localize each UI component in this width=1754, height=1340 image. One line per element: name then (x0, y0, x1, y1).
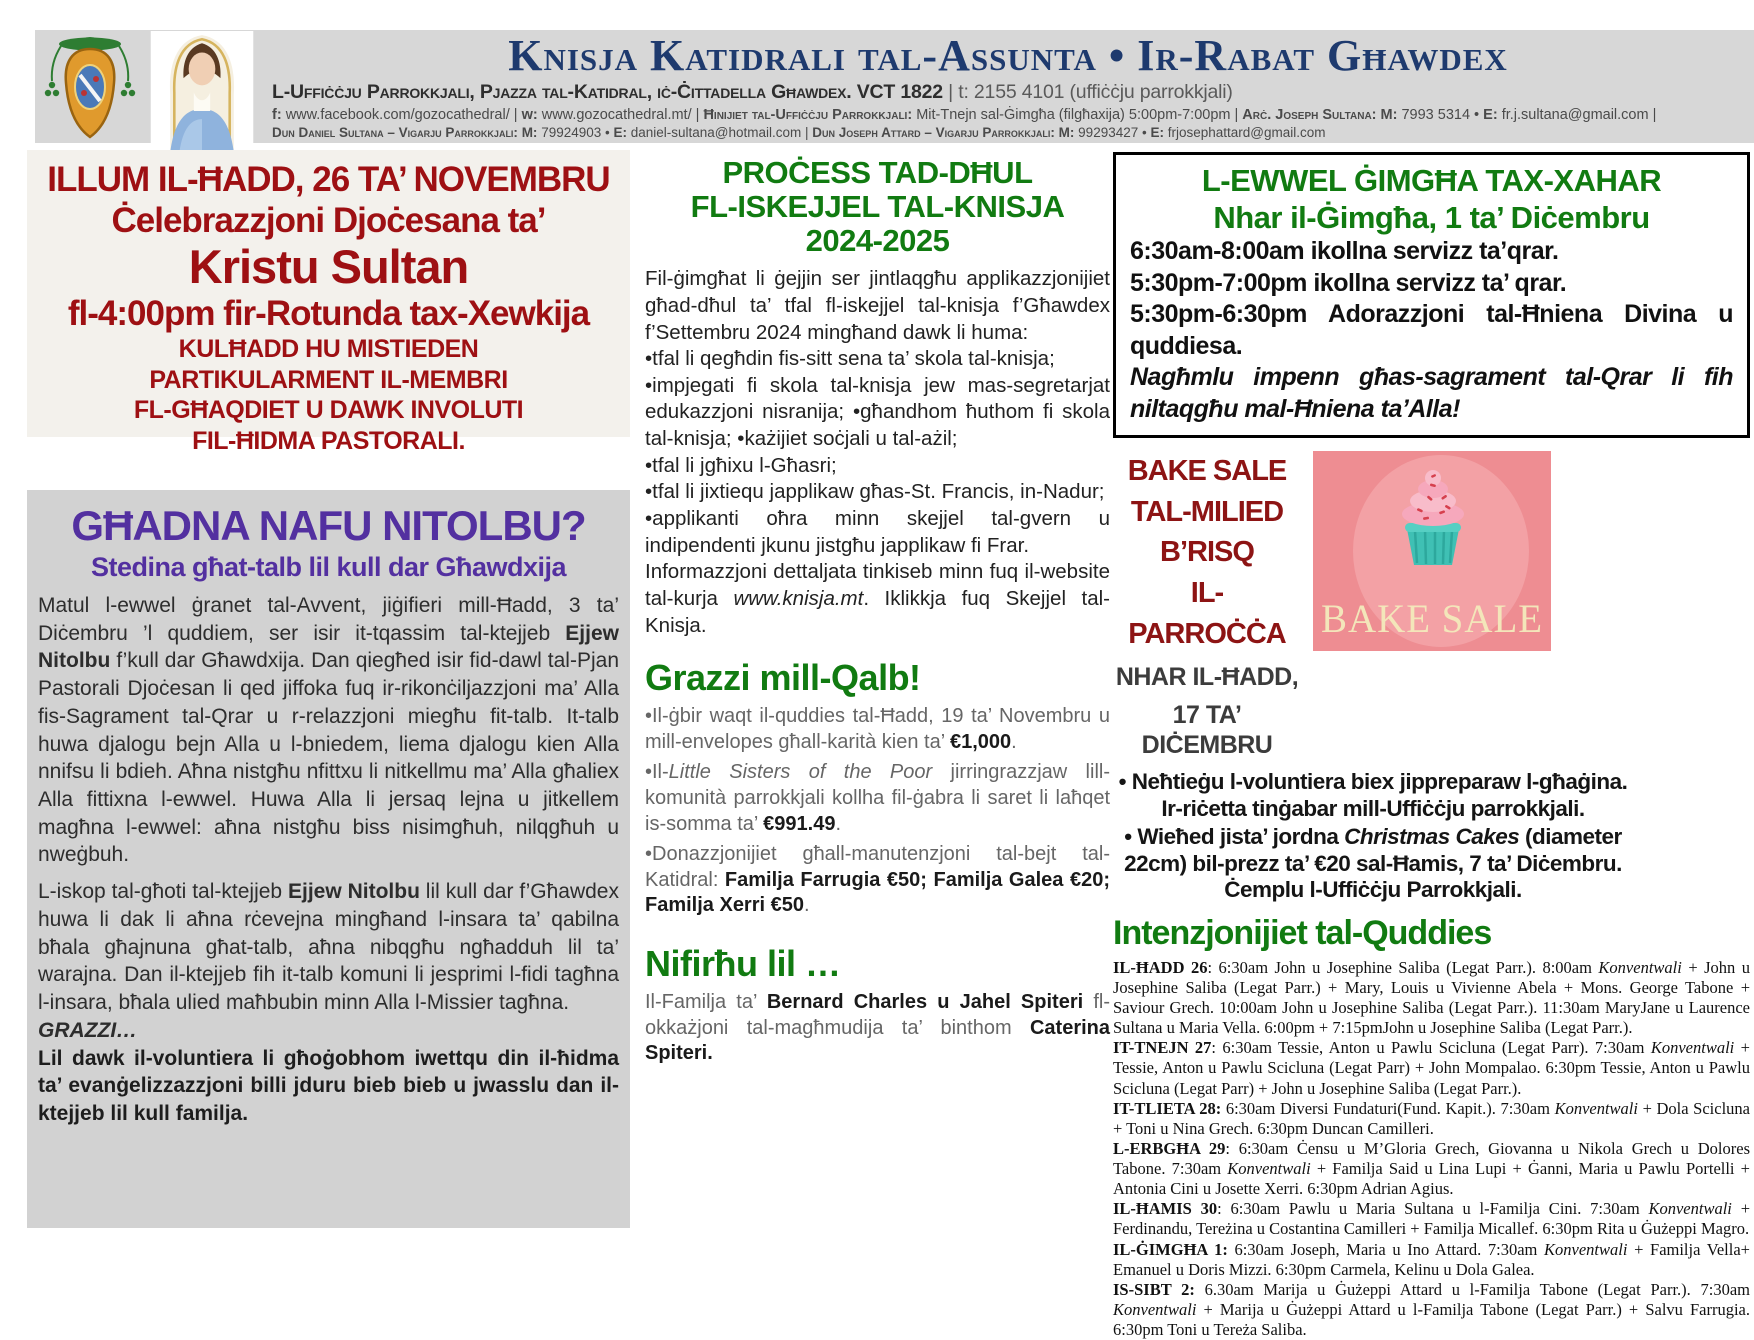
bake-sale-date-line-1: NHAR IL-ĦADD, (1115, 663, 1299, 692)
header-contact-line: f: www.facebook.com/gozocathedral/ | w: www.gozocathedral.mt/ | Ħinijiet tal-Uffiċċju Parrokkjali: Mit-Tnejn sal-Ġimgħa (filgħaxija) 5:00pm-7:00pm | Arċ. Joseph Sultana: M: 7993 5314 • E: fr.j.sultana@gmail.com | (272, 106, 1657, 123)
thanks-heading: Grazzi mill-Qalb! (645, 657, 921, 699)
bake-sale-title-line-3: B’RISQ (1160, 536, 1254, 569)
schools-bullet-1: •tfal li qegħdin fis-sitt sena ta’ skola tal-knisja; (645, 347, 1055, 371)
event-invite-line-3: FL-GĦAQDIET U DAWK INVOLUTI (133, 396, 524, 425)
mass-intentions-list (1113, 958, 1750, 1340)
schools-intro-paragraph: Fil-ġimgħat li ġejjin ser jintlaqgħu applikazzjonijiet għad-dħul ta’ tfal fl-iskejjel tal-knisja f’Għawdex f’Settembru 2024 mingħand dawk li huma: (645, 267, 1110, 344)
thanks-item-2: •Il-Little Sisters of the Poor jirringrazzjaw lill-komunità parrokkjali kollha fil-ġabra li saret li laħqet is-somma ta’ €991.49. (645, 761, 1110, 835)
bake-sale-text-block (1113, 451, 1301, 760)
event-time-place-line: fl-4:00pm fir-Rotunda tax-Xewkija (67, 293, 590, 333)
schools-bullet-5: •applikanti oħra minn skejjel tal-gvern u indipendenti jkunu jistgħu japplikaw fi Frar. (645, 507, 1110, 557)
prayer-article-subtitle: Stedina għat-talb lil kull dar Għawdxija (90, 552, 567, 582)
bake-sale-bullet-2: • Wieħed jista’ jordna Christmas Cakes (diameter 22cm) bil-prezz ta’ €20 sal-Ħamis, 7 ta’ Diċembru. Ċemplu l-Uffiċċju Parrokkjali. (1124, 824, 1622, 903)
page-title: Knisja Katidrali tal-Assunta • Ir-Rabat Għawdex (508, 31, 1508, 80)
event-invite-line-1: KULĦADD HU MISTIEDEN (178, 335, 479, 364)
thanks-item-1: •Il-ġbir waqt il-quddies tal-Ħadd, 19 ta’ Novembru u mill-envelopes għall-karità kien ta’ €1,000. (645, 705, 1110, 753)
first-friday-title: L-EWWEL ĠIMGĦA TAX-XAHAR (1201, 163, 1662, 198)
madonna-image (140, 31, 264, 152)
prayer-paragraph-1: Matul l-ewwel ġranet tal-Avvent, jiġifieri mill-Ħadd, 3 ta’ Diċembru ’l quddiem, ser isir it-tqassim tal-ktejjeb Ejjew Nitolbu f’kull dar Għawdxija. Dan qiegħed isir fid-dawl tal-Pjan Pastorali Djoċesan li qed jiffoka fuq ir-rikonċiljazzjoni ma’ Alla fis-Sagrament tal-Qrar u r-relazzjoni miegħu fit-talb. It-talb huwa djalogu bejn Alla u l-bniedem, liema djalogu kien Alla nnifsu li bdieh. Aħna nistgħu nfittxu li nitkellmu ma’ Alla għaliex Alla fittixna l-ewwel. Huwa Alla li jersaq lejna u jitkellem magħna l-ewwel: aħna nistgħu biss nisimgħuh, nilqgħuh u nweġbuh. (38, 594, 619, 867)
thanks-item-3: •Donazzjonijiet għall-manutenzjoni tal-bejt tal-Katidral: Familja Farrugia €50; Familja Galea €20; Familja Xerri €50. (645, 843, 1110, 917)
bake-sale-title-line-1: BAKE SALE (1127, 455, 1287, 488)
bake-sale-title-line-4: IL-PARROĊĊA (1128, 576, 1286, 650)
mass-intention-entry-monday-27: IT-TNEJN 27: 6:30am Tessie, Anton u Pawlu Scicluna (Legat Parr). 7:30am Konventwali + Tessie, Anton u Pawlu Scicluna (Legat Parr) + John Mompalao. 6:30pm Tessie, Anton u Pawlu Scicluna (Legat Parr) + John u Josephine Saliba (Legat Parr.). (1113, 1038, 1750, 1098)
schools-bullet-3: •tfal li jgħixu l-Għasri; (645, 453, 837, 477)
bishop-coat-of-arms-image (44, 31, 136, 145)
bake-sale-date-line-2: 17 TA’ DIĊEMBRU (1141, 701, 1273, 760)
schools-bullet-4: •tfal li jixtiequ japplikaw għas-St. Francis, in-Nadur; (645, 480, 1105, 504)
mass-intention-entry-thursday-30: IL-ĦAMIS 30: 6:30am Pawlu u Maria Sultana u l-Familja Cini. 7:30am Konventwali + Ferdinandu, Tereżina u Costantina Camilleri + Familja Micallef. 6:30pm Rita u Ġużeppi Magro. (1113, 1199, 1751, 1239)
schools-heading-line-2: FL-ISKEJJEL TAL-KNISJA (690, 189, 1065, 225)
header-clergy-line: Dun Daniel Sultana – Vigarju Parrokkjali: M: 79924903 • E: daniel-sultana@hotmail.com | Dun Joseph Attard – Vigarju Parrokkjali: M: 99293427 • E: frjosephattard@gmail.com (272, 124, 1326, 140)
first-friday-date: Nhar il-Ġimgħa, 1 ta’ Diċembru (1213, 199, 1650, 235)
first-friday-line-3: 5:30pm-6:30pm Adorazzjoni tal-Ħniena Divina u quddiesa. (1130, 300, 1733, 360)
bake-sale-poster-text: BAKE SALE (1321, 596, 1543, 642)
event-date-line: ILLUM IL-ĦADD, 26 TA’ NOVEMBRU (47, 160, 610, 199)
prayer-grazzi-line: GRAZZI… (38, 1018, 138, 1042)
bake-sale-bullet-1: • Neħtieġu l-voluntiera biex jippreparaw l-għaġina. Ir-riċetta tinġabar mill-Uffiċċju parrokkjali. (1118, 769, 1628, 821)
schools-info-paragraph: Informazzjoni dettaljata tinkiseb minn fuq il-website tal-kurja www.knisja.mt. Iklikkja fuq Skejjel tal-Knisja. (645, 560, 1111, 637)
middle-column (645, 156, 1110, 1067)
prayer-article-title: GĦADNA NAFU NITOLBU? (71, 502, 586, 549)
congrats-paragraph: Il-Familja ta’ Bernard Charles u Jahel Spiteri fl-okkażjoni tal-magħmudija ta’ binthom Caterina Spiteri. (645, 991, 1111, 1065)
mass-intention-entry-sunday-26: IL-ĦADD 26: 6:30am John u Josephine Saliba (Legat Parr.). 8:00am Konventwali + John u Josephine Saliba (Legat Parr.) + Mary, Louis u Vivienne Abela + Mons. George Tabone + Saviour Grech. 10:00am John u Josephine Saliba (Legat Parr.). 11:30am MaryJane u Laurence Sultana u Maria Vella. 6:00pm + 7:15pmJohn u Josephine Saliba (Legat Parr.). (1113, 957, 1750, 1038)
prayer-article-box (27, 490, 630, 1228)
schools-bullet-2: •impjegati fi skola tal-knisja jew mas-segretarjat edukazzjoni nisranija; •għandhom ħuthom fi skola tal-knisja; •każijiet soċjali u tal-ażil; (645, 373, 1110, 451)
congrats-heading: Nifirħu lil … (645, 943, 841, 984)
event-invite-line-4: FIL-ĦIDMA PASTORALI. (192, 426, 465, 455)
mass-intention-entry-wednesday-29: L-ERBGĦA 29: 6:30am Ċensu u M’Gloria Grech, Giovanna u Nikola Grech u Dolores Tabone. 7:30am Konventwali + Familja Said u Lina Lupi + Ġanni, Maria u Pawlu Portelli + Antonia Cini u Josette Xerri. 6:30pm Adrian Agius. (1113, 1138, 1750, 1199)
shield-icon (66, 49, 115, 137)
schools-heading-line-3: 2024-2025 (805, 223, 950, 259)
bake-sale-poster-image (1313, 451, 1551, 651)
first-friday-note: Nagħmlu impenn għas-sagrament tal-Qrar li fih niltaqgħu mal-Ħniena ta’Alla! (1130, 363, 1733, 423)
first-friday-line-2: 5:30pm-7:00pm ikollna servizz ta’ qrar. (1130, 268, 1567, 297)
header-address-line: L-Uffiċċju Parrokkjali, Pjazza tal-Katidral, iċ-Ċittadella Għawdex. VCT 1822 | t: 2155 4101 (uffiċċju parrokkjali) (272, 80, 1233, 103)
right-column (1113, 152, 1750, 1340)
event-invite-line-2: PARTIKULARMENT IL-MEMBRI (149, 365, 508, 394)
mass-intention-entry-tuesday-28: IT-TLIETA 28: 6:30am Diversi Fundaturi(Fund. Kapit.). 7:30am Konventwali + Dola Scicluna + Toni u Nina Grech. 6:30pm Duncan Camilleri. (1113, 1098, 1751, 1138)
mass-intentions-heading: Intenzjonijiet tal-Quddies (1113, 913, 1492, 952)
schools-heading-line-1: PROĊESS TAD-DĦUL (722, 155, 1033, 190)
mass-intention-entry-saturday-2: IS-SIBT 2: 6.30am Marija u Ġużeppi Attard u l-Familja Tabone (Legat Parr.). 7:30am Konventwali + Marija u Ġużeppi Attard u l-Familja Tabone (Legat Parr.) + Salvu Farrugia. 6:30pm Toni u Tereża Saliba. (1113, 1279, 1750, 1340)
event-title: Kristu Sultan (188, 240, 469, 294)
sunday-celebration-box (27, 150, 630, 455)
mass-intention-entry-friday-1: IL-ĠIMGĦA 1: 6:30am Joseph, Maria u Ino Attard. 7:30am Konventwali + Familja Vella+ Emanuel u Doris Mizzi. 6:30pm Carmela, Kelinu u Dola Galea. (1113, 1239, 1750, 1279)
event-subtitle-line: Ċelebrazzjoni Djoċesana ta’ (111, 200, 546, 240)
bake-sale-section (1113, 451, 1750, 760)
first-friday-box (1113, 152, 1750, 438)
prayer-paragraph-2: L-iskop tal-għoti tal-ktejjeb Ejjew Nitolbu lil kull dar f’Għawdex huwa li dak li aħna rċevejna mingħand l-insara ta’ qabilna bħala għajnuna għat-talb, aħna nibqgħu ngħadduh lil ta’ warajna. Dan il-ktejjeb fih it-talb komuni li jesprimi l-fidi tagħna l-insara, bħala ulied maħbubin minn Alla l-Missier tagħna. (38, 880, 619, 1015)
prayer-volunteers-paragraph: Lil dawk il-voluntiera li għoġobhom iwettqu din il-ħidma ta’ evanġelizzazzjoni billi jduru bieb bieb u jwasslu dan il-ktejjeb lil kull familja. (38, 1046, 619, 1125)
bake-sale-title-line-2: TAL-MILIED (1130, 495, 1284, 528)
header (272, 33, 1744, 140)
bake-sale-bullets (1113, 769, 1633, 904)
first-friday-line-1: 6:30am-8:00am ikollna servizz ta’qrar. (1130, 237, 1559, 266)
